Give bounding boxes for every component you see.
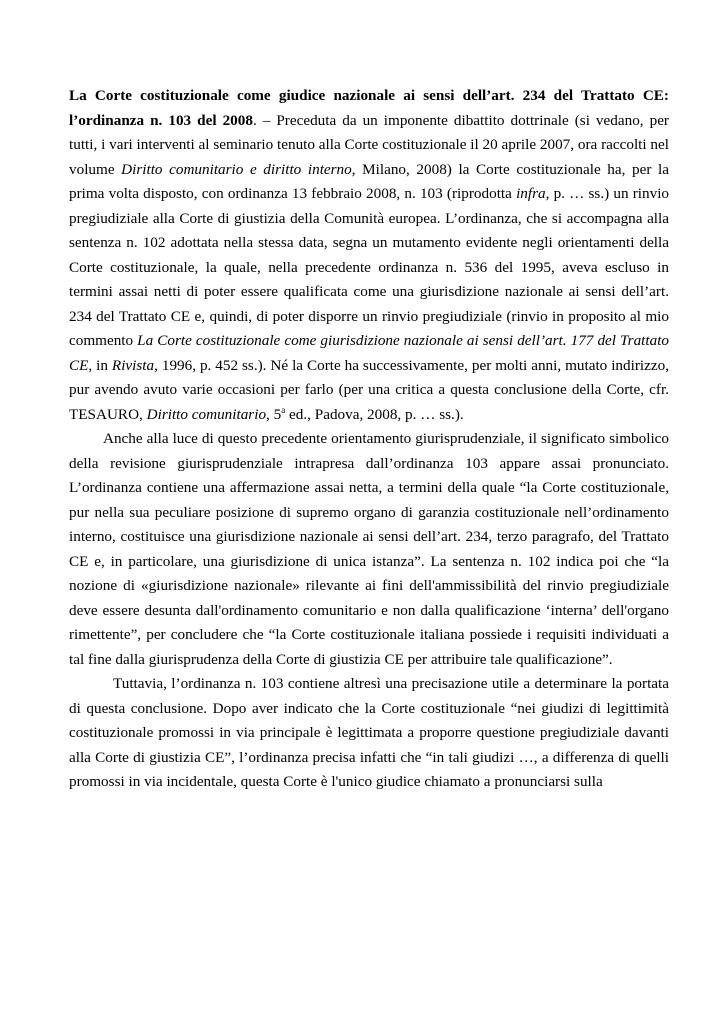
superscript: a [281,404,286,415]
italic-word: infra [516,185,546,202]
text-run: , 1996, p. 452 ss.). Né la Corte ha successivamente, per molti anni, mutato indirizzo, pur avendo avuto varie occasioni per farlo (per una critica a questa conclusione della Corte, cfr. TESAURO, [69,356,669,423]
body-text [69,84,669,795]
paragraph-2: Anche alla luce di questo precedente orientamento giurisprudenziale, il significato simbolico della revisione giurisprudenziale intrapresa dall’ordinanza 103 appare assai pronunciato. L’ordinanza contiene una affermazione assai netta, a termini della quale “la Corte costituzionale, pur nella sua peculiare posizione di supremo organo di garanzia costituzionale nell’ordinamento interno, costituisce una giurisdizione nazionale ai sensi dell’art. 234, terzo paragrafo, del Trattato CE e, in particolare, una giurisdizione di unica istanza”. La sentenza n. 102 indica poi che “la nozione di «giurisdizione nazionale» rilevante ai fini dell'ammissibilità del rinvio pregiudiziale deve essere desunta dall'ordinamento comunitario e non dalla qualificazione ‘interna’ dell'organo rimettente”, per concludere che “la Corte costituzionale italiana possiede i requisiti individuati a tal fine dalla giurisprudenza della Corte di giustizia CE per attribuire tale qualificazione”. [69,430,669,668]
text-run: . – Preceduta da un imponente dibattito dottrinale (si vedano, per tutti, i vari interventi al seminario tenuto alla Corte costituzionale il 20 aprile 2007, ora raccolti nel volume [69,111,669,178]
paragraph-1 [69,84,669,427]
italic-title: Diritto comunitario [146,405,267,423]
italic-title: Diritto comunitario e diritto interno [121,160,352,178]
text-run: ed., Padova, 2008, p. … ss.). [285,405,464,423]
italic-title: La Corte costituzionale come giurisdizione nazionale ai sensi dell’art. 177 del Trattato CE [69,332,670,374]
paragraph-3: Tuttavia, l’ordinanza n. 103 contiene altresì una precisazione utile a determinare la portata di questa conclusione. Dopo aver indicato che la Corte costituzionale “nei giudizi di legittimità costituzionale promossi in via principale è legittimata a proporre questione pregiudiziale davanti alla Corte di giustizia CE”, l’ordinanza precisa infatti che “in tali giudizi …, a differenza di quelli promossi in via incidentale, questa Corte è l'unico giudice chiamato a pronunciarsi sulla [69,675,669,790]
section-heading: La Corte costituzionale come giudice nazionale ai sensi dell’art. 234 del Trattato CE: l’ordinanza n. 103 del 2008 [69,87,669,129]
text-run: , p. … ss.) un rinvio pregiudiziale alla Corte di giustizia della Comunità europea. L’ordinanza, che si accompagna alla sentenza n. 102 adottata nella stessa data, segna un mutamento evidente negli orientamenti della Corte costituzionale, la quale, nella precedente ordinanza n. 536 del 1995, aveva escluso in termini assai netti di poter essere qualificata come una giurisdizione nazionale ai sensi dell’art. 234 del Trattato CE e, quindi, di poter disporre un rinvio pregiudiziale (rinvio in proposito al mio commento [69,185,670,349]
text-run: , in [88,356,112,374]
italic-journal: Rivista [111,356,155,374]
text-run: , Milano, 2008) la Corte costituzionale ha, per la prima volta disposto, con ordinanza 13 febbraio 2008, n. 103 (riprodotta [69,160,669,202]
text-run: , 5 [266,405,282,423]
